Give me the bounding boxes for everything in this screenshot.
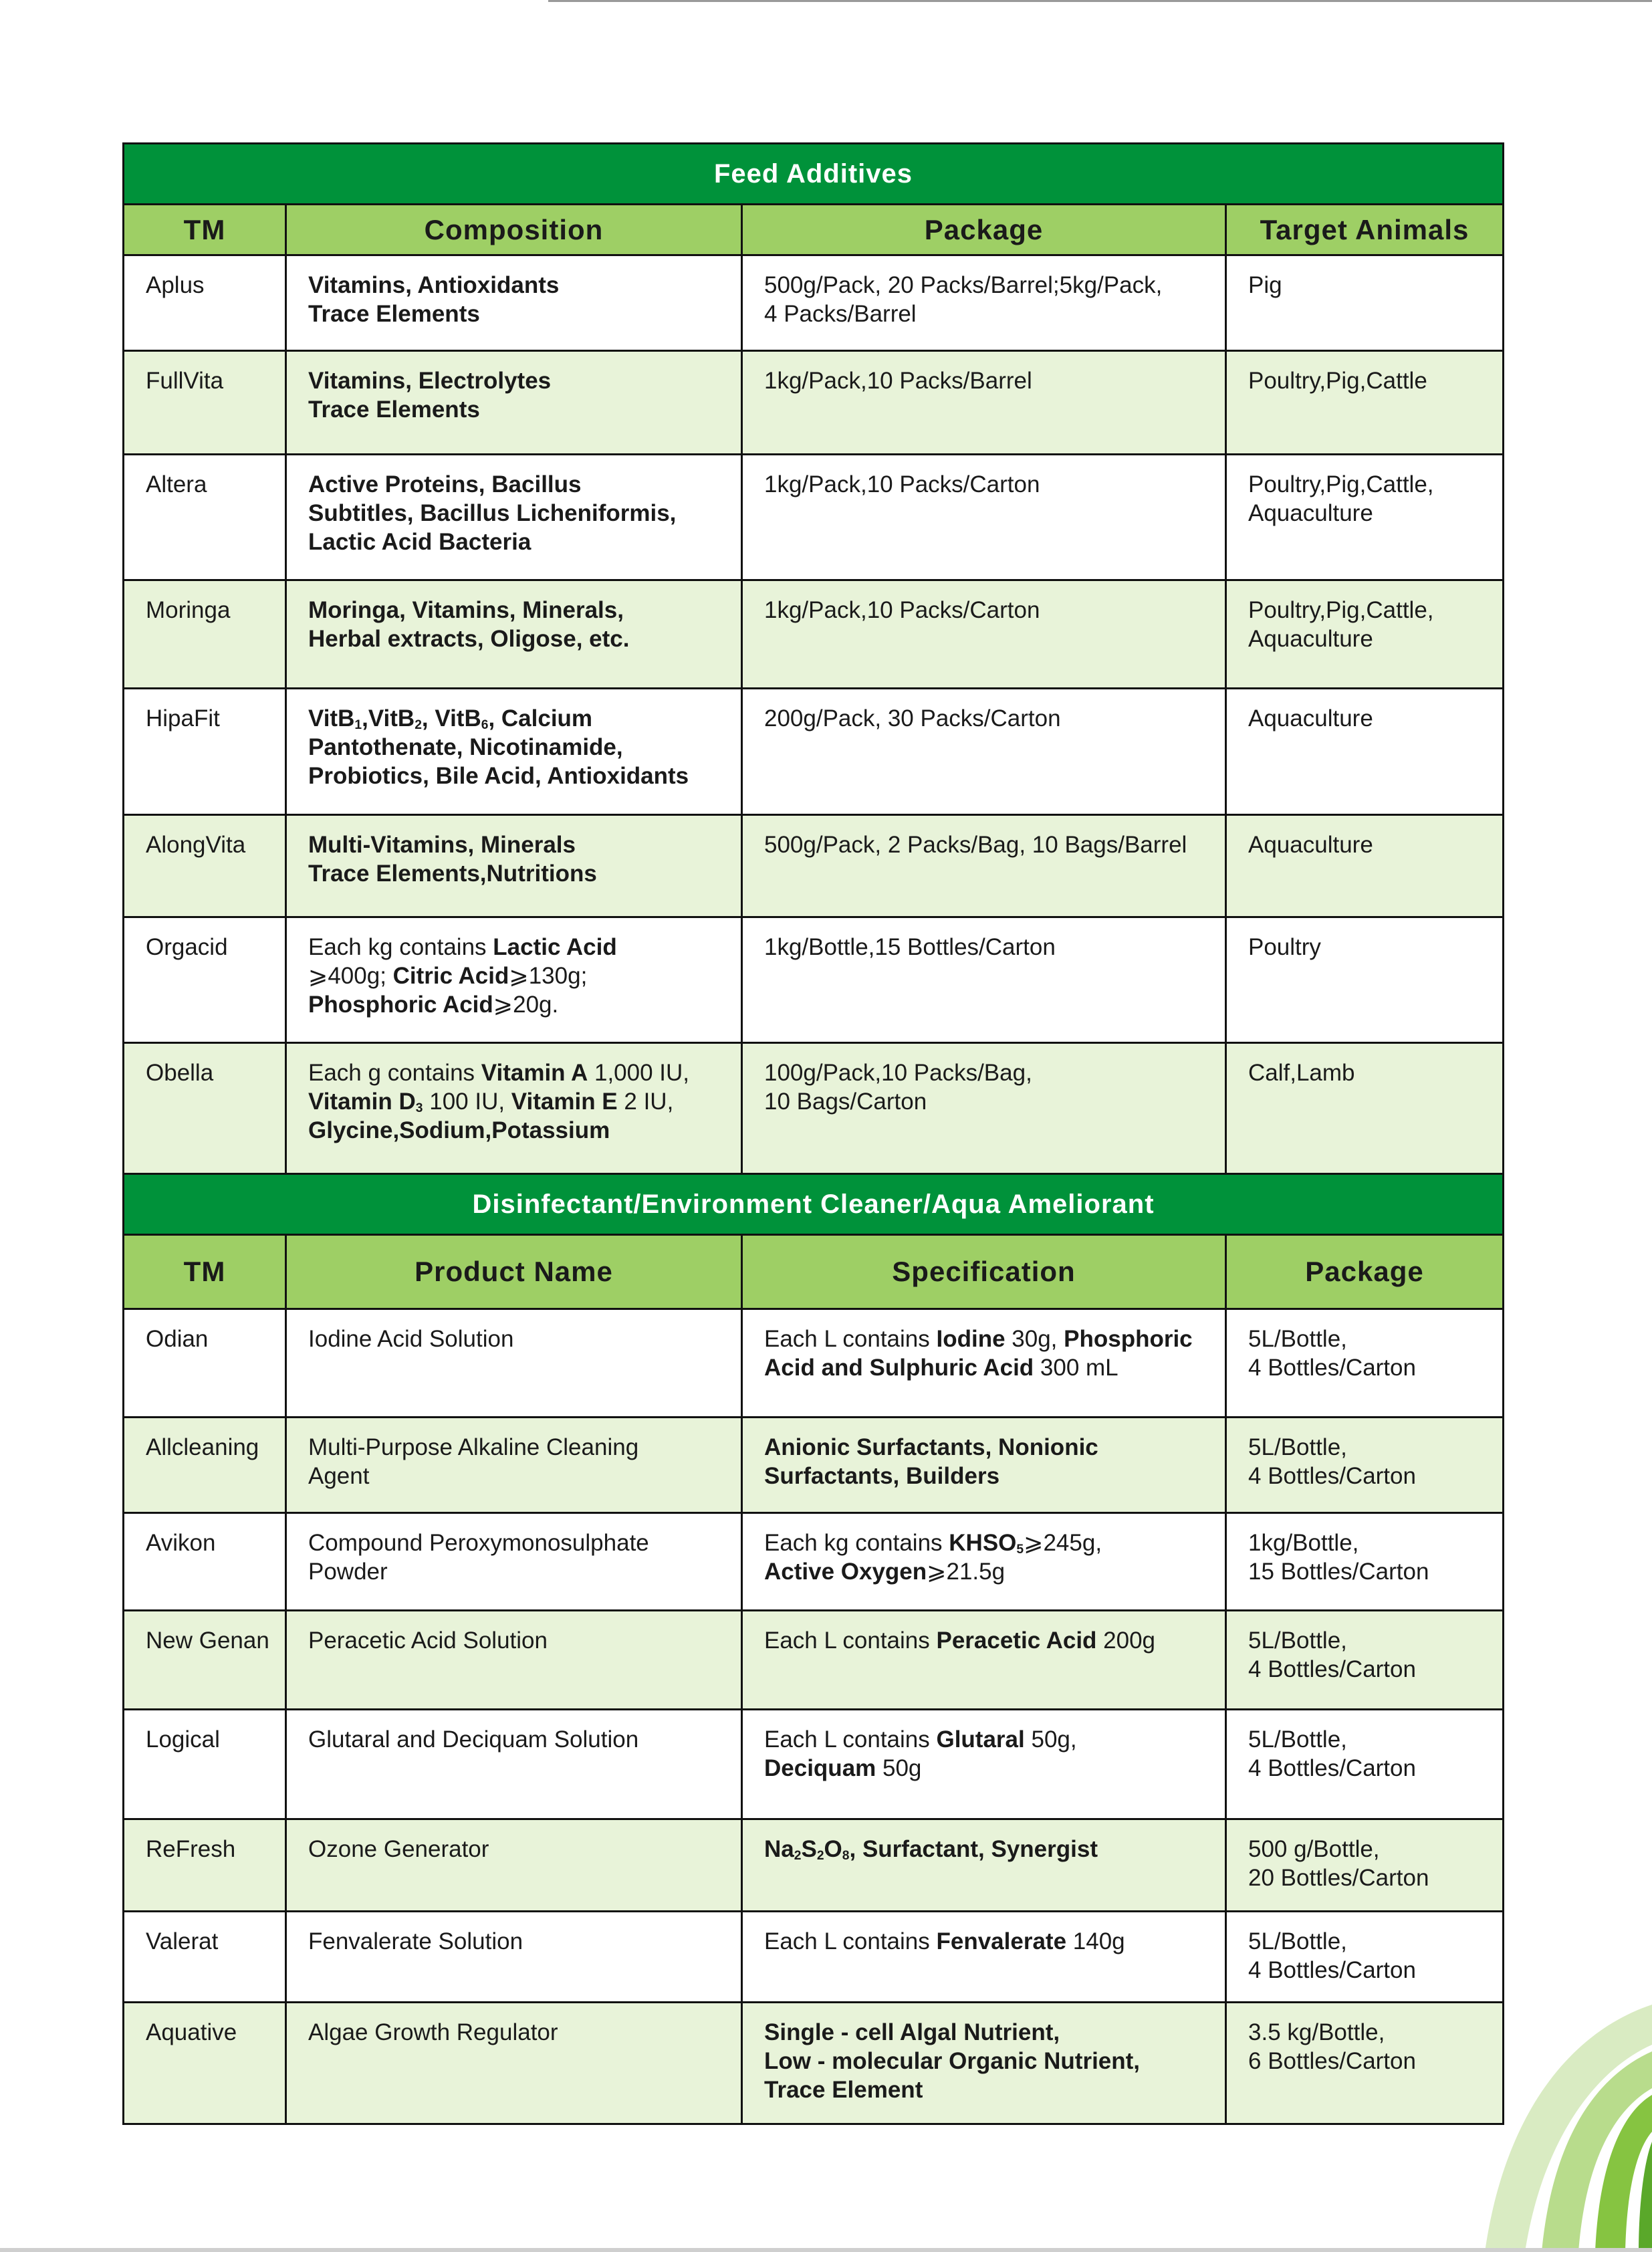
text-run: Peracetic Acid — [936, 1627, 1097, 1654]
subscript: 1 — [354, 718, 362, 732]
header-specification: Specification — [742, 1235, 1226, 1309]
composition-cell — [286, 815, 742, 917]
feed-additives-title: Feed Additives — [124, 144, 1504, 205]
target-animals-cell: Poultry — [1226, 917, 1504, 1043]
text-run: 50g, — [1024, 1726, 1077, 1753]
product-name-cell: Fenvalerate Solution — [286, 1912, 742, 2003]
text-run: 2 IU, — [617, 1089, 674, 1115]
cell-line: Aquaculture — [1248, 626, 1373, 652]
table-row — [124, 1418, 1504, 1513]
text-run: Citric Acid — [392, 963, 509, 989]
text-run: Surfactants, Builders — [764, 1463, 1000, 1489]
text-run: Trace Elements — [308, 397, 480, 423]
subscript: 2 — [816, 1849, 824, 1863]
tm-cell: Altera — [124, 455, 286, 580]
text-run: Each L contains — [764, 1326, 937, 1352]
product-name-cell: Iodine Acid Solution — [286, 1309, 742, 1418]
text-run: 1,000 IU, — [588, 1060, 690, 1086]
package-cell — [1226, 1912, 1504, 2003]
tm-cell: Aquative — [124, 2003, 286, 2124]
cell-line: 10 Bags/Carton — [764, 1089, 927, 1115]
table-row — [124, 1309, 1504, 1418]
text-run: Each L contains — [764, 1928, 937, 1954]
text-run: Moringa, Vitamins, Minerals, — [308, 597, 624, 623]
product-name-cell: Glutaral and Deciquam Solution — [286, 1710, 742, 1819]
table-row — [124, 580, 1504, 689]
disinfectant-header-row — [124, 1235, 1504, 1309]
subscript: 3 — [415, 1101, 423, 1115]
text-run: Vitamin A — [481, 1060, 588, 1086]
package-cell: 1kg/Bottle,15 Bottles/Carton — [742, 917, 1226, 1043]
tm-cell: ReFresh — [124, 1819, 286, 1912]
text-run: S — [801, 1836, 817, 1862]
cell-line: 5L/Bottle, — [1248, 1928, 1347, 1954]
cell-line: 4 Bottles/Carton — [1248, 1355, 1416, 1381]
text-run: Trace Elements,Nutritions — [308, 861, 597, 887]
cell-line: 500 g/Bottle, — [1248, 1836, 1380, 1862]
table-row — [124, 1611, 1504, 1710]
product-name-cell: Ozone Generator — [286, 1819, 742, 1912]
text-run: Fenvalerate — [936, 1928, 1067, 1954]
text-run: Single - cell Algal Nutrient, — [764, 2019, 1060, 2045]
cell-line: 5L/Bottle, — [1248, 1726, 1347, 1753]
composition-cell — [286, 455, 742, 580]
text-run: Low - molecular Organic Nutrient, — [764, 2048, 1141, 2074]
disinfectant-banner — [124, 1174, 1504, 1235]
text-run: Acid and Sulphuric Acid — [764, 1355, 1034, 1381]
product-table — [122, 142, 1504, 2125]
subscript: 2 — [794, 1849, 802, 1863]
tm-cell: FullVita — [124, 351, 286, 455]
package-cell: 500g/Pack, 2 Packs/Bag, 10 Bags/Barrel — [742, 815, 1226, 917]
specification-cell — [742, 1513, 1226, 1611]
corner-swoosh-decoration — [1478, 2005, 1652, 2252]
text-run: , Surfactant, Synergist — [849, 1836, 1098, 1862]
package-cell: 1kg/Pack,10 Packs/Barrel — [742, 351, 1226, 455]
cell-line: Compound Peroxymonosulphate — [308, 1530, 649, 1556]
package-cell — [1226, 1611, 1504, 1710]
text-run: KHSO — [949, 1530, 1017, 1556]
package-cell — [1226, 1819, 1504, 1912]
cell-line: 4 Bottles/Carton — [1248, 1755, 1416, 1781]
table-row — [124, 255, 1504, 351]
table-row — [124, 1513, 1504, 1611]
cell-line: 4 Bottles/Carton — [1248, 1957, 1416, 1983]
table-row — [124, 351, 1504, 455]
specification-cell — [742, 1819, 1226, 1912]
target-animals-cell: Calf,Lamb — [1226, 1043, 1504, 1174]
text-run: Lactic Acid Bacteria — [308, 529, 532, 555]
feed-additives-banner — [124, 144, 1504, 205]
package-cell — [1226, 2003, 1504, 2124]
package-cell — [1226, 1710, 1504, 1819]
cell-line: 4 Packs/Barrel — [764, 301, 917, 327]
text-run: Active Proteins, Bacillus — [308, 471, 582, 497]
composition-cell — [286, 689, 742, 815]
text-run: ⩾21.5g — [927, 1559, 1006, 1585]
cell-line: 5L/Bottle, — [1248, 1627, 1347, 1654]
text-run: Pantothenate, Nicotinamide, — [308, 734, 623, 760]
text-run: Subtitles, Bacillus Licheniformis, — [308, 500, 677, 526]
tm-cell: Allcleaning — [124, 1418, 286, 1513]
text-run: Herbal extracts, Oligose, etc. — [308, 626, 630, 652]
tm-cell: AlongVita — [124, 815, 286, 917]
subscript: 8 — [842, 1849, 850, 1863]
package-cell: 200g/Pack, 30 Packs/Carton — [742, 689, 1226, 815]
table-row — [124, 1819, 1504, 1912]
text-run: Vitamins, Antioxidants — [308, 272, 560, 298]
table-row — [124, 815, 1504, 917]
product-name-cell — [286, 1513, 742, 1611]
composition-cell — [286, 1043, 742, 1174]
product-name-cell — [286, 1418, 742, 1513]
header-tm: TM — [124, 1235, 286, 1309]
text-run: Each kg contains — [764, 1530, 949, 1556]
tm-cell: HipaFit — [124, 689, 286, 815]
subscript: 2 — [415, 718, 422, 732]
text-run: Trace Elements — [308, 301, 480, 327]
text-run: Phosphoric — [1064, 1326, 1193, 1352]
text-run: Na — [764, 1836, 794, 1862]
cell-line: 15 Bottles/Carton — [1248, 1559, 1429, 1585]
header-composition: Composition — [286, 205, 742, 255]
cell-line: 6 Bottles/Carton — [1248, 2048, 1416, 2074]
composition-cell — [286, 917, 742, 1043]
text-run: Each L contains — [764, 1726, 937, 1753]
text-run: Deciquam — [764, 1755, 876, 1781]
cell-line: Agent — [308, 1463, 370, 1489]
table-row — [124, 689, 1504, 815]
tm-cell: Valerat — [124, 1912, 286, 2003]
text-run: Vitamin D — [308, 1089, 416, 1115]
cell-line: 500g/Pack, 20 Packs/Barrel;5kg/Pack, — [764, 272, 1163, 298]
text-run: , VitB — [421, 705, 481, 731]
tm-cell: New Genan — [124, 1611, 286, 1710]
tm-cell: Moringa — [124, 580, 286, 689]
specification-cell — [742, 1912, 1226, 2003]
table-row — [124, 917, 1504, 1043]
text-run: Glycine,Sodium,Potassium — [308, 1117, 610, 1143]
specification-cell — [742, 1309, 1226, 1418]
header-product-name: Product Name — [286, 1235, 742, 1309]
target-animals-cell: Aquaculture — [1226, 815, 1504, 917]
table-row — [124, 455, 1504, 580]
text-run: 100 IU, — [423, 1089, 511, 1115]
top-rule — [548, 0, 1652, 2]
text-run: ⩾130g; — [509, 963, 588, 989]
package-cell — [742, 1043, 1226, 1174]
cell-line: 3.5 kg/Bottle, — [1248, 2019, 1385, 2045]
target-animals-cell: Poultry,Pig,Cattle — [1226, 351, 1504, 455]
tm-cell: Obella — [124, 1043, 286, 1174]
cell-line: 100g/Pack,10 Packs/Bag, — [764, 1060, 1032, 1086]
text-run: Each L contains — [764, 1627, 937, 1654]
cell-line: Aquaculture — [1248, 500, 1373, 526]
cell-line: Poultry,Pig,Cattle, — [1248, 597, 1434, 623]
text-run: Phosphoric Acid — [308, 992, 493, 1018]
package-cell: 1kg/Pack,10 Packs/Carton — [742, 455, 1226, 580]
tm-cell: Avikon — [124, 1513, 286, 1611]
specification-cell — [742, 2003, 1226, 2124]
tm-cell: Odian — [124, 1309, 286, 1418]
package-cell — [1226, 1513, 1504, 1611]
package-cell — [1226, 1309, 1504, 1418]
text-run: Probiotics, Bile Acid, Antioxidants — [308, 763, 689, 789]
text-run: Iodine — [936, 1326, 1006, 1352]
product-name-cell: Algae Growth Regulator — [286, 2003, 742, 2124]
header-package: Package — [1226, 1235, 1504, 1309]
package-cell — [742, 255, 1226, 351]
text-run: 300 mL — [1034, 1355, 1118, 1381]
text-run: 30g, — [1005, 1326, 1064, 1352]
text-run: Vitamin E — [511, 1089, 618, 1115]
tm-cell: Logical — [124, 1710, 286, 1819]
package-cell — [1226, 1418, 1504, 1513]
product-name-cell: Peracetic Acid Solution — [286, 1611, 742, 1710]
composition-cell — [286, 351, 742, 455]
subscript: 6 — [481, 718, 489, 732]
composition-cell — [286, 580, 742, 689]
cell-line: Powder — [308, 1559, 388, 1585]
text-run: 50g — [876, 1755, 922, 1781]
target-animals-cell: Pig — [1226, 255, 1504, 351]
text-run: Anionic Surfactants, Nonionic — [764, 1434, 1098, 1460]
target-animals-cell — [1226, 580, 1504, 689]
text-run: Trace Element — [764, 2077, 923, 2103]
text-run: O — [824, 1836, 842, 1862]
composition-cell — [286, 255, 742, 351]
table-row — [124, 1710, 1504, 1819]
package-cell: 1kg/Pack,10 Packs/Carton — [742, 580, 1226, 689]
cell-line: 1kg/Bottle, — [1248, 1530, 1359, 1556]
subscript: 5 — [1016, 1543, 1024, 1557]
text-run: ⩾245g, — [1024, 1530, 1102, 1556]
text-run: 140g — [1066, 1928, 1125, 1954]
header-tm: TM — [124, 205, 286, 255]
table-row — [124, 1912, 1504, 2003]
cell-line: 5L/Bottle, — [1248, 1326, 1347, 1352]
cell-line: Multi-Purpose Alkaline Cleaning — [308, 1434, 639, 1460]
header-target-animals: Target Animals — [1226, 205, 1504, 255]
target-animals-cell — [1226, 455, 1504, 580]
disinfectant-title: Disinfectant/Environment Cleaner/Aqua Ameliorant — [124, 1174, 1504, 1235]
text-run: Multi-Vitamins, Minerals — [308, 832, 576, 858]
cell-line: 5L/Bottle, — [1248, 1434, 1347, 1460]
table-row — [124, 2003, 1504, 2124]
cell-line: 4 Bottles/Carton — [1248, 1656, 1416, 1682]
tm-cell: Aplus — [124, 255, 286, 351]
text-run: VitB — [308, 705, 355, 731]
specification-cell — [742, 1710, 1226, 1819]
text-run: Vitamins, Electrolytes — [308, 368, 552, 394]
feed-header-row — [124, 205, 1504, 255]
cell-line: 4 Bottles/Carton — [1248, 1463, 1416, 1489]
table-row — [124, 1043, 1504, 1174]
text-run: Each kg contains — [308, 934, 493, 960]
tm-cell: Orgacid — [124, 917, 286, 1043]
cell-line: Poultry,Pig,Cattle, — [1248, 471, 1434, 497]
text-run: ,VitB — [362, 705, 415, 731]
text-run: 200g — [1096, 1627, 1156, 1654]
text-run: Glutaral — [936, 1726, 1025, 1753]
text-run: , Calcium — [488, 705, 593, 731]
text-run: Active Oxygen — [764, 1559, 927, 1585]
text-run: ⩾400g; — [308, 963, 393, 989]
text-run: ⩾20g. — [493, 992, 559, 1018]
specification-cell — [742, 1611, 1226, 1710]
bottom-rule — [0, 2248, 1652, 2252]
text-run: Lactic Acid — [493, 934, 617, 960]
specification-cell — [742, 1418, 1226, 1513]
text-run: Each g contains — [308, 1060, 481, 1086]
header-package: Package — [742, 205, 1226, 255]
cell-line: 20 Bottles/Carton — [1248, 1865, 1429, 1891]
target-animals-cell: Aquaculture — [1226, 689, 1504, 815]
